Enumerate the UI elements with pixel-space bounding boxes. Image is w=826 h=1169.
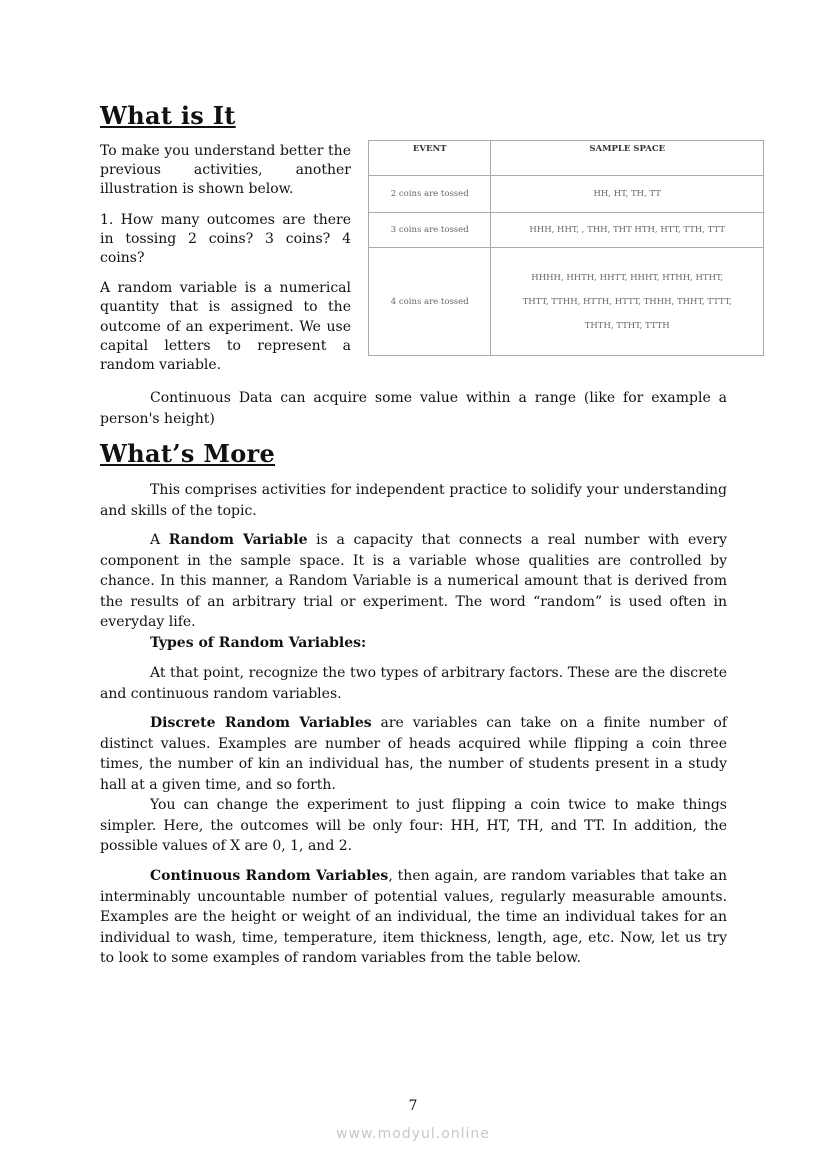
heading-whats-more: What’s More [100,439,276,468]
paragraph-intro: This comprises activities for independent practice to solidify your understanding and skills of the topic. [100,482,727,519]
page-number: 7 [408,1098,418,1114]
watermark: www.modyul.online [336,1126,490,1142]
text: is a capacity that connects a real number with every component in the sample space. It is a variable whose qualities are controlled by chance. In this manner, a Random Variable is a numerical amount that is derived from the results of an arbitrary trial or experiment. The word “random” is used often in everyday life. [100,532,728,631]
paragraph-random-variable [100,530,727,633]
paragraph-continuous [100,866,727,969]
event-cell: 3 coins are tossed [369,213,491,248]
sample-space-cell: HHH, HHT, , THH, THT HTH, HTT, TTH, TTT [491,213,764,248]
intro-column [100,142,351,386]
sample-space-cell: HHHH, HHTH, HHTT, HHHT, HTHH, HTHT, THTT, TTHH, HTTH, HTTT, THHH, THHT, TTTT, THTH, TTHT, TTTH [491,248,764,356]
sample-space-table [368,140,764,356]
paragraph-types: At that point, recognize the two types of arbitrary factors. These are the discrete and continuous random variables. [100,665,727,702]
sample-space-cell: HH, HT, TH, TT [491,176,764,213]
term: Continuous Random Variables [150,868,389,884]
table-header-sample-space: SAMPLE SPACE [491,141,764,176]
table-row [369,248,764,356]
paragraph-coin: You can change the experiment to just flipping a coin twice to make things simpler. Here, the outcomes will be only four: HH, HT, TH, and TT. In addition, the possible values of X are 0, 1, and 2. [100,797,727,855]
term: Random Variable [168,532,308,548]
table-row [369,213,764,248]
paragraph-discrete [100,713,727,795]
question: 1. How many outcomes are there in tossing 2 coins? 3 coins? 4 coins? [100,211,351,267]
paragraph: To make you understand better the previous activities, another illustration is shown below. [100,143,351,198]
text: are variables can take on a finite number of distinct values. Examples are number of heads acquired while flipping a coin three times, the number of kin an individual has, the number of students present in a study hall at a given time, and so forth. [100,715,727,793]
paragraph-continuous-data: Continuous Data can acquire some value within a range (like for example a person's height) [100,390,727,427]
paragraph: A random variable is a numerical quantity that is assigned to the outcome of an experiment. We use capital letters to represent a random variable. [100,280,351,374]
table-row [369,176,764,213]
term: Discrete Random Variables [150,715,372,731]
heading-what-is-it: What is It [100,101,236,130]
event-cell: 4 coins are tossed [369,248,491,356]
event-cell: 2 coins are tossed [369,176,491,213]
text: A [150,532,169,548]
table-header-event: EVENT [369,141,491,176]
types-heading: Types of Random Variables: [150,635,367,651]
text: , then again, are random variables that take an interminably uncountable number of potential values, regularly measurable amounts. Examples are the height or weight of an individual, the time an individual takes for an individual to wash, time, temperature, item thickness, length, age, etc. Now, let us try to look to some examples of random variables from the table below. [100,868,728,967]
